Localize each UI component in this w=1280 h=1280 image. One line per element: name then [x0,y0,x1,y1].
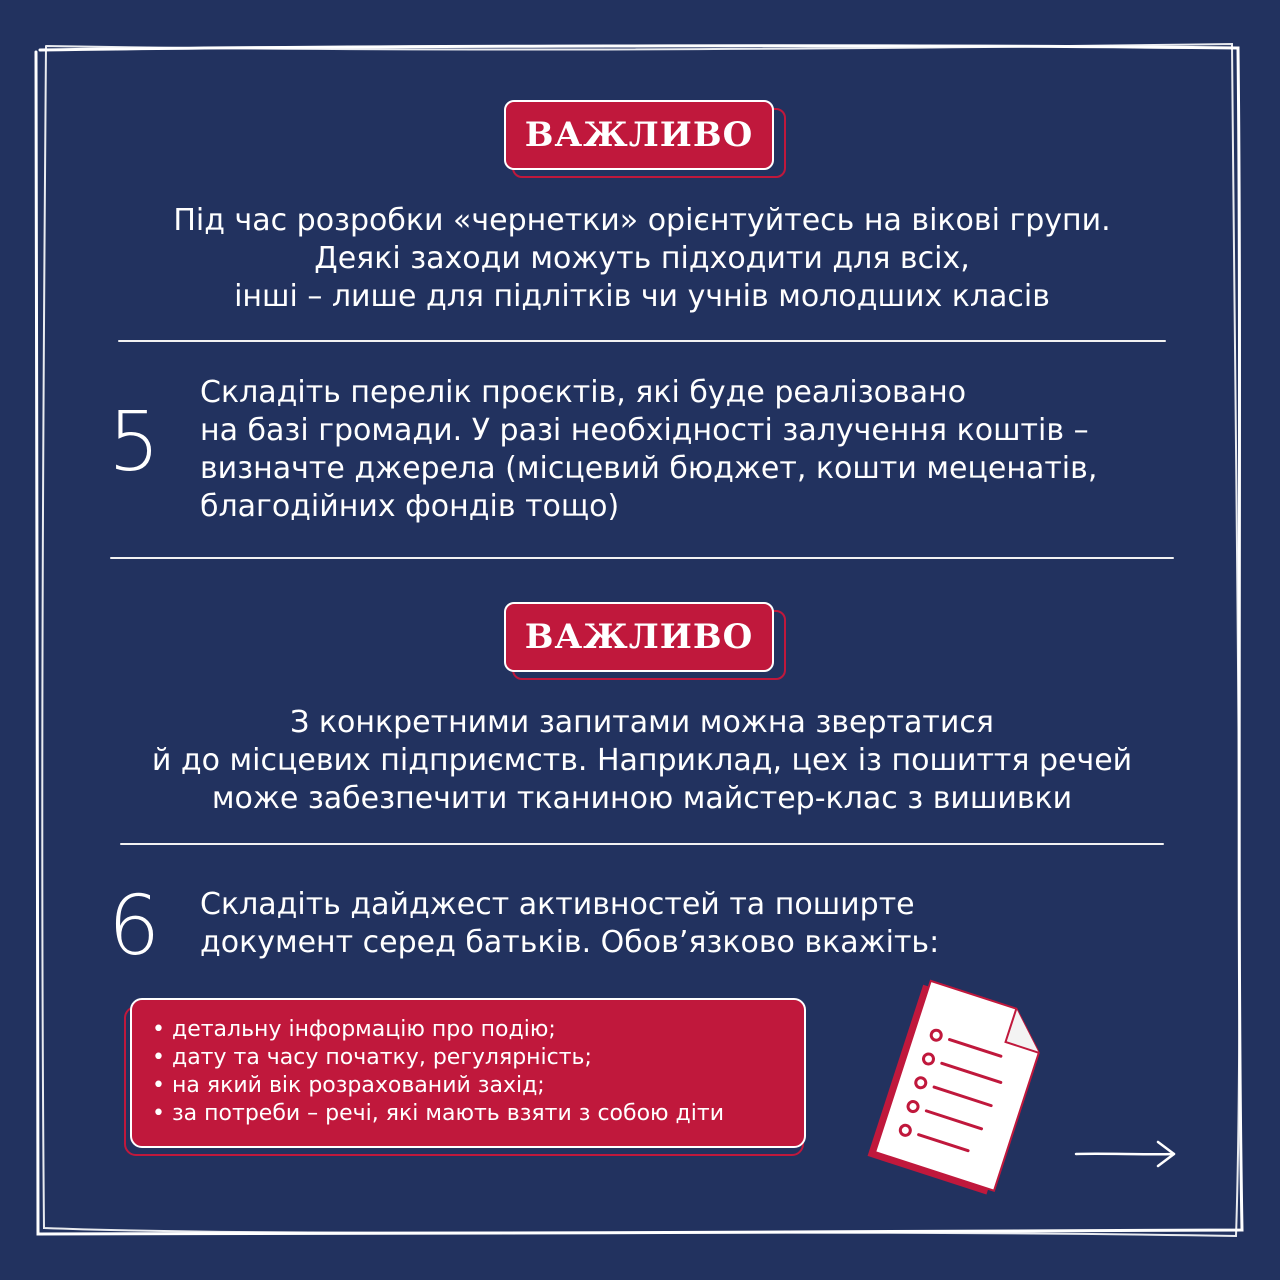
step-6-line: Складіть дайджест активностей та поширте [200,887,915,922]
arrow-right-icon[interactable] [1072,1136,1182,1172]
document-list-icon [860,975,1060,1195]
step-6-text [200,886,1200,962]
important-badge: ВАЖЛИВО [504,100,774,170]
step-number-5: 5 [108,395,161,490]
note-1-text [100,202,1184,316]
step-5-line: благодійних фондів тощо) [200,489,620,524]
note-2-line: може забезпечити тканиною майстер-клас з вишивки [211,781,1073,816]
checklist-item: • дату та часу початку, регулярність; [152,1044,804,1072]
checklist [152,1016,804,1128]
step-number-6: 6 [108,879,161,974]
note-1-line: Деякі заходи можуть підходити для всіх, [314,241,970,276]
note-2-line: З конкретними запитами можна звертатися [290,705,994,740]
divider [120,843,1164,845]
checklist-box [130,998,806,1148]
important-badge: ВАЖЛИВО [504,602,774,672]
divider [110,557,1174,559]
checklist-item: • детальну інформацію про подію; [152,1016,804,1044]
note-2-text [100,704,1184,818]
note-1-line: інші – лише для підлітків чи учнів молодших класів [234,279,1050,314]
checklist-item: • за потреби – речі, які мають взяти з собою діти [152,1100,804,1128]
checklist-item: • на який вік розрахований захід; [152,1072,804,1100]
step-5-text [200,374,1200,526]
step-5-line: Складіть перелік проєктів, які буде реалізовано [200,375,967,410]
divider [118,340,1166,342]
step-5-line: визначте джерела (місцевий бюджет, кошти меценатів, [200,451,1098,486]
note-1-line: Під час розробки «чернетки» орієнтуйтесь на вікові групи. [173,203,1111,238]
step-5-line: на базі громади. У разі необхідності залучення коштів – [200,413,1089,448]
step-6-line: документ серед батьків. Обов’язково вкажіть: [200,925,940,960]
note-2-line: й до місцевих підприємств. Наприклад, цех із пошиття речей [151,743,1133,778]
